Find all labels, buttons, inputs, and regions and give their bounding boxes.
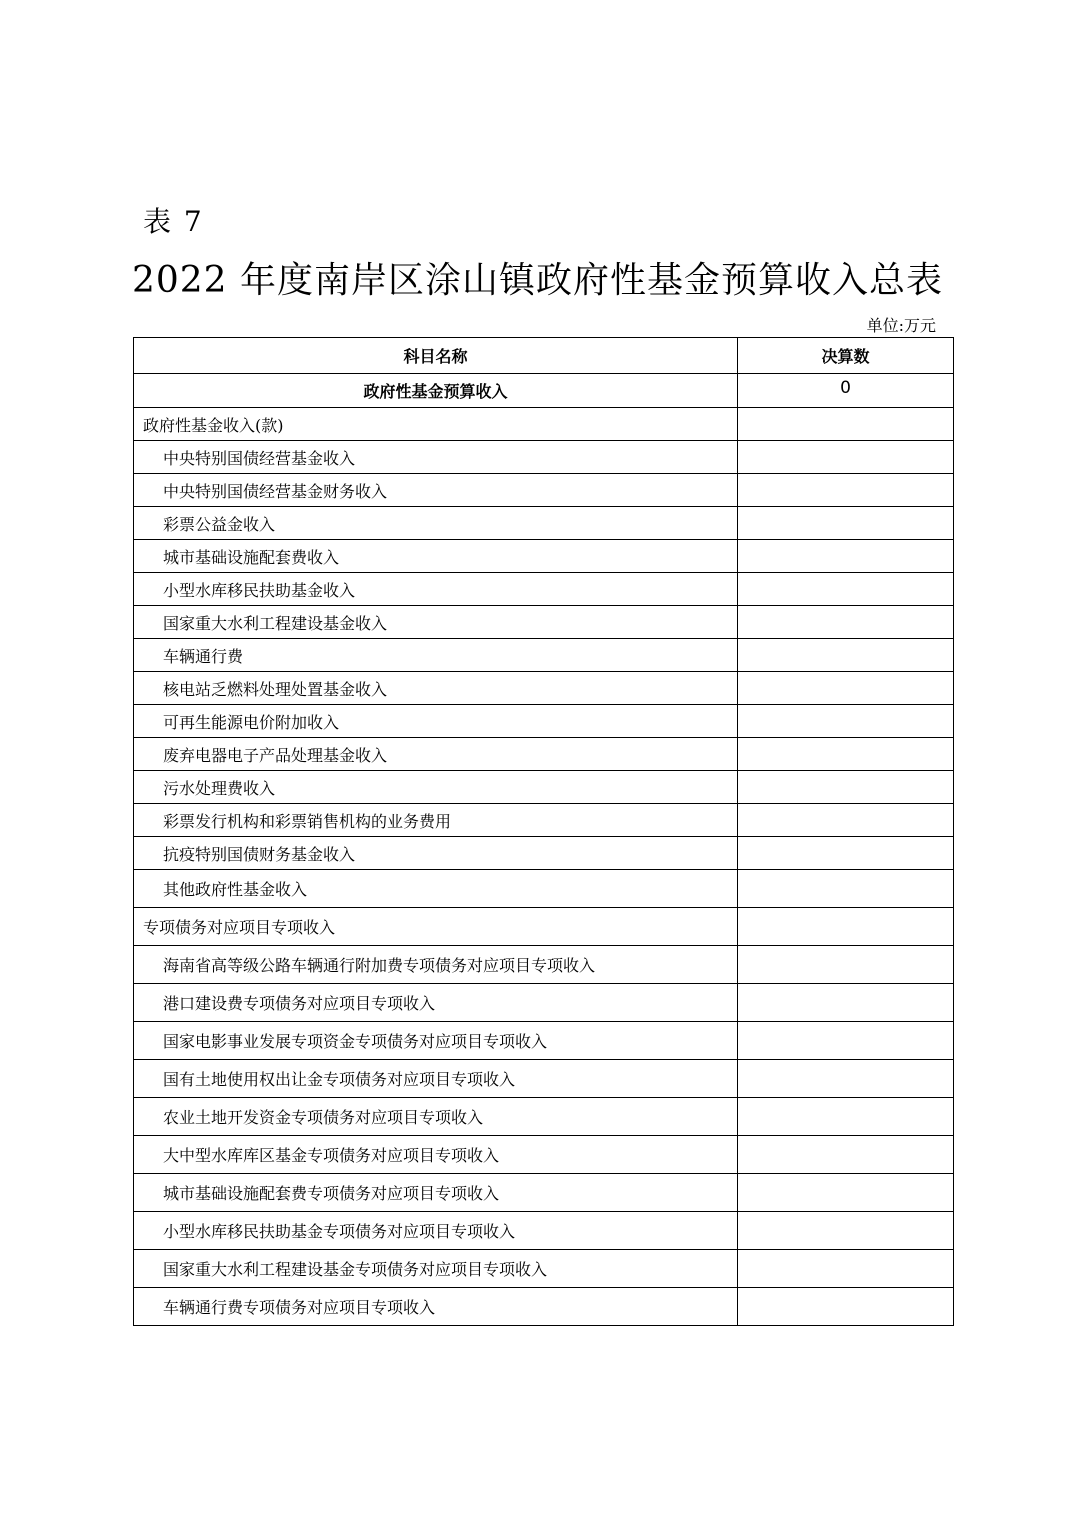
row-name: 国有土地使用权出让金专项债务对应项目专项收入 — [134, 1060, 738, 1098]
row-name: 抗疫特别国债财务基金收入 — [134, 837, 738, 870]
row-amount — [738, 946, 954, 984]
row-amount — [738, 573, 954, 606]
row-amount — [738, 672, 954, 705]
row-amount — [738, 804, 954, 837]
row-amount — [738, 870, 954, 908]
row-name: 国家重大水利工程建设基金专项债务对应项目专项收入 — [134, 1250, 738, 1288]
table-row — [134, 1022, 954, 1060]
table-row — [134, 639, 954, 672]
column-header-name: 科目名称 — [134, 338, 738, 374]
row-name: 中央特别国债经营基金财务收入 — [134, 474, 738, 507]
table-row — [134, 540, 954, 573]
row-name: 大中型水库库区基金专项债务对应项目专项收入 — [134, 1136, 738, 1174]
header-row — [134, 338, 954, 374]
row-name: 可再生能源电价附加收入 — [134, 705, 738, 738]
table-label: 表 7 — [143, 205, 204, 238]
row-amount — [738, 408, 954, 441]
row-amount — [738, 908, 954, 946]
row-name: 城市基础设施配套费专项债务对应项目专项收入 — [134, 1174, 738, 1212]
table-row — [134, 441, 954, 474]
row-name: 小型水库移民扶助基金收入 — [134, 573, 738, 606]
table-row — [134, 474, 954, 507]
row-name: 车辆通行费专项债务对应项目专项收入 — [134, 1288, 738, 1326]
row-amount — [738, 738, 954, 771]
table-row — [134, 606, 954, 639]
row-name: 海南省高等级公路车辆通行附加费专项债务对应项目专项收入 — [134, 946, 738, 984]
table-row — [134, 837, 954, 870]
row-name: 农业土地开发资金专项债务对应项目专项收入 — [134, 1098, 738, 1136]
row-name: 其他政府性基金收入 — [134, 870, 738, 908]
row-amount — [738, 1174, 954, 1212]
table-row — [134, 507, 954, 540]
row-amount — [738, 507, 954, 540]
table-row — [134, 705, 954, 738]
row-amount — [738, 540, 954, 573]
row-name: 国家电影事业发展专项资金专项债务对应项目专项收入 — [134, 1022, 738, 1060]
page-title: 2022 年度南岸区涂山镇政府性基金预算收入总表 — [131, 260, 944, 301]
row-name: 核电站乏燃料处理处置基金收入 — [134, 672, 738, 705]
table-row — [134, 870, 954, 908]
row-amount — [738, 1022, 954, 1060]
row-amount — [738, 771, 954, 804]
table-row — [134, 1212, 954, 1250]
table-row — [134, 1098, 954, 1136]
row-amount — [738, 474, 954, 507]
total-row — [134, 374, 954, 408]
row-amount — [738, 984, 954, 1022]
row-name: 专项债务对应项目专项收入 — [134, 908, 738, 946]
row-amount — [738, 1212, 954, 1250]
table-row — [134, 1136, 954, 1174]
table-row — [134, 408, 954, 441]
row-amount — [738, 837, 954, 870]
row-name: 中央特别国债经营基金收入 — [134, 441, 738, 474]
row-name: 城市基础设施配套费收入 — [134, 540, 738, 573]
table-row — [134, 946, 954, 984]
table-row — [134, 804, 954, 837]
table-row — [134, 1060, 954, 1098]
row-amount — [738, 1060, 954, 1098]
row-name: 小型水库移民扶助基金专项债务对应项目专项收入 — [134, 1212, 738, 1250]
table-row — [134, 908, 954, 946]
column-header-amount: 决算数 — [738, 338, 954, 374]
row-amount — [738, 1250, 954, 1288]
row-name: 废弃电器电子产品处理基金收入 — [134, 738, 738, 771]
row-amount — [738, 1136, 954, 1174]
row-amount — [738, 705, 954, 738]
row-amount — [738, 639, 954, 672]
row-amount — [738, 1288, 954, 1326]
row-amount — [738, 606, 954, 639]
row-name: 国家重大水利工程建设基金收入 — [134, 606, 738, 639]
table-row — [134, 672, 954, 705]
table-row — [134, 771, 954, 804]
table-row — [134, 984, 954, 1022]
row-name: 彩票发行机构和彩票销售机构的业务费用 — [134, 804, 738, 837]
row-name: 政府性基金收入(款) — [134, 408, 738, 441]
unit-label: 单位:万元 — [866, 316, 936, 335]
table-row — [134, 1174, 954, 1212]
row-name: 彩票公益金收入 — [134, 507, 738, 540]
budget-table — [133, 337, 954, 1326]
table-row — [134, 1250, 954, 1288]
row-name: 车辆通行费 — [134, 639, 738, 672]
table-row — [134, 738, 954, 771]
table-row — [134, 573, 954, 606]
row-amount — [738, 441, 954, 474]
row-name: 污水处理费收入 — [134, 771, 738, 804]
total-name: 政府性基金预算收入 — [134, 374, 738, 408]
total-amount: 0 — [738, 374, 954, 408]
row-amount — [738, 1098, 954, 1136]
row-name: 港口建设费专项债务对应项目专项收入 — [134, 984, 738, 1022]
table-row — [134, 1288, 954, 1326]
